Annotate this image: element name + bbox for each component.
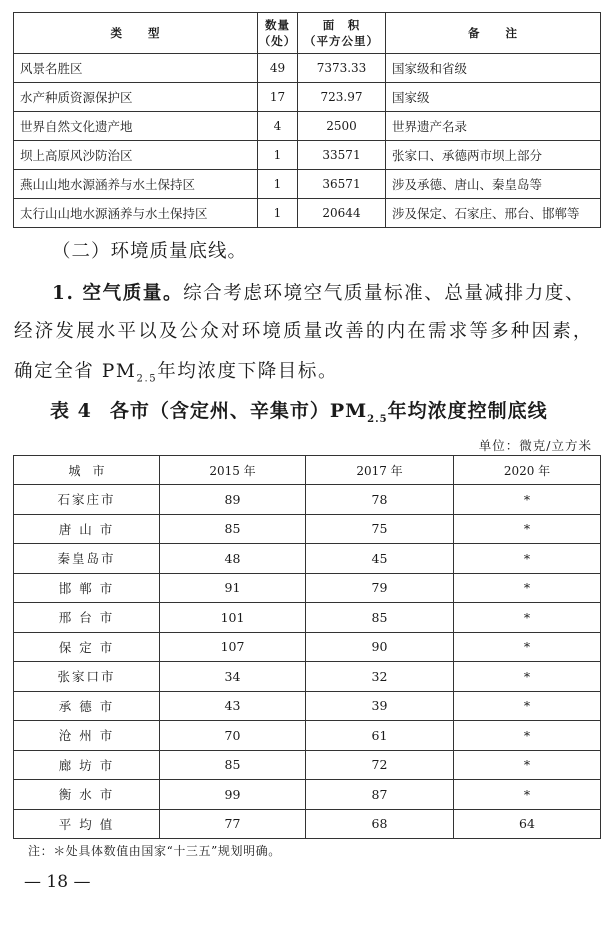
- table-row: [14, 83, 601, 112]
- cell-2017: 68: [306, 809, 454, 839]
- cell-count: 1: [258, 199, 298, 228]
- header-count: 数量 （处）: [258, 13, 298, 54]
- cell-area: 20644: [298, 199, 386, 228]
- paragraph-text: 年均浓度下降目标。: [157, 361, 339, 382]
- table-header-row: [14, 456, 601, 485]
- cell-count: 49: [258, 54, 298, 83]
- cell-2020: *: [454, 485, 601, 515]
- section-heading: （二）环境质量底线。: [52, 241, 248, 262]
- cell-city: 承 德 市: [14, 691, 160, 721]
- table-row: [14, 632, 601, 662]
- cell-2017: 45: [306, 544, 454, 574]
- cell-2020: *: [454, 662, 601, 692]
- cell-2017: 85: [306, 603, 454, 633]
- cell-type: 风景名胜区: [14, 54, 258, 83]
- pm-subscript: 2.5: [367, 413, 388, 425]
- cell-area: 7373.33: [298, 54, 386, 83]
- table-number: 表 4: [50, 400, 92, 422]
- paragraph-lead: 1. 空气质量。: [52, 283, 184, 304]
- cell-city: 沧 州 市: [14, 721, 160, 751]
- table-row: [14, 573, 601, 603]
- page-number: — 18 —: [24, 872, 91, 892]
- cell-area: 33571: [298, 141, 386, 170]
- table-row: [14, 544, 601, 574]
- cell-2015: 34: [160, 662, 306, 692]
- pm-subscript: 2.5: [136, 373, 158, 385]
- table-row: [14, 112, 601, 141]
- cell-2015: 99: [160, 780, 306, 810]
- cell-2020: *: [454, 573, 601, 603]
- cell-note: 涉及保定、石家庄、邢台、邯郸等: [386, 199, 601, 228]
- cell-2020: *: [454, 780, 601, 810]
- cell-count: 4: [258, 112, 298, 141]
- cell-note: 国家级和省级: [386, 54, 601, 83]
- cell-city: 平 均 值: [14, 809, 160, 839]
- cell-2015: 85: [160, 514, 306, 544]
- cell-2017: 87: [306, 780, 454, 810]
- table-body: [14, 485, 601, 839]
- cell-2020: *: [454, 632, 601, 662]
- cell-2020: *: [454, 750, 601, 780]
- cell-2020: *: [454, 514, 601, 544]
- cell-2020: *: [454, 603, 601, 633]
- cell-city: 张家口市: [14, 662, 160, 692]
- cell-2015: 101: [160, 603, 306, 633]
- cell-area: 723.97: [298, 83, 386, 112]
- paragraph-line-2: 经济发展水平以及公众对环境质量改善的内在需求等多种因素，: [14, 321, 594, 342]
- cell-type: 燕山山地水源涵养与水土保持区: [14, 170, 258, 199]
- cell-2020: *: [454, 691, 601, 721]
- table-row: [14, 780, 601, 810]
- cell-type: 水产种质资源保护区: [14, 83, 258, 112]
- table-title-text: 年均浓度控制底线: [387, 400, 548, 422]
- cell-2017: 32: [306, 662, 454, 692]
- cell-2017: 61: [306, 721, 454, 751]
- cell-count: 17: [258, 83, 298, 112]
- cell-2017: 72: [306, 750, 454, 780]
- cell-2017: 75: [306, 514, 454, 544]
- table-row: [14, 514, 601, 544]
- cell-type: 世界自然文化遗产地: [14, 112, 258, 141]
- table-row: [14, 809, 601, 839]
- table-header-row: [14, 13, 601, 54]
- cell-city: 邯 郸 市: [14, 573, 160, 603]
- cell-city: 石家庄市: [14, 485, 160, 515]
- table-row: [14, 750, 601, 780]
- cell-note: 涉及承德、唐山、秦皇岛等: [386, 170, 601, 199]
- table-row: [14, 485, 601, 515]
- cell-city: 廊 坊 市: [14, 750, 160, 780]
- cell-2020: *: [454, 544, 601, 574]
- protected-areas-table: [13, 12, 601, 228]
- table-row: [14, 141, 601, 170]
- cell-2015: 85: [160, 750, 306, 780]
- header-2017: 2017 年: [306, 456, 454, 485]
- pm25-table: [13, 455, 601, 839]
- cell-city: 保 定 市: [14, 632, 160, 662]
- cell-city: 唐 山 市: [14, 514, 160, 544]
- table-row: [14, 691, 601, 721]
- table-row: [14, 54, 601, 83]
- header-city: 城 市: [14, 456, 160, 485]
- cell-city: 秦皇岛市: [14, 544, 160, 574]
- cell-2015: 77: [160, 809, 306, 839]
- table-row: [14, 603, 601, 633]
- header-2020: 2020 年: [454, 456, 601, 485]
- table-title: [50, 396, 548, 425]
- cell-city: 邢 台 市: [14, 603, 160, 633]
- cell-count: 1: [258, 170, 298, 199]
- cell-2017: 78: [306, 485, 454, 515]
- header-2015: 2015 年: [160, 456, 306, 485]
- cell-note: 世界遗产名录: [386, 112, 601, 141]
- cell-note: 张家口、承德两市坝上部分: [386, 141, 601, 170]
- cell-note: 国家级: [386, 83, 601, 112]
- cell-type: 坝上高原风沙防治区: [14, 141, 258, 170]
- table-row: [14, 199, 601, 228]
- cell-2017: 79: [306, 573, 454, 603]
- table-row: [14, 662, 601, 692]
- cell-2020: 64: [454, 809, 601, 839]
- cell-2015: 70: [160, 721, 306, 751]
- paragraph-text: 确定全省 PM: [14, 361, 137, 382]
- cell-2017: 39: [306, 691, 454, 721]
- table-row: [14, 721, 601, 751]
- paragraph-air-quality: [52, 279, 613, 305]
- table-note: 注：＊处具体数值由国家“十三五”规划明确。: [28, 844, 281, 858]
- cell-2015: 91: [160, 573, 306, 603]
- header-type: 类 型: [14, 13, 258, 54]
- cell-area: 36571: [298, 170, 386, 199]
- table-body: [14, 54, 601, 228]
- header-note: 备 注: [386, 13, 601, 54]
- unit-label: 单位：微克/立方米: [478, 438, 592, 453]
- table-row: [14, 170, 601, 199]
- paragraph-text: 综合考虑环境空气质量标准、总量减排力度、: [183, 283, 586, 304]
- cell-2015: 43: [160, 691, 306, 721]
- cell-count: 1: [258, 141, 298, 170]
- cell-2015: 107: [160, 632, 306, 662]
- header-area: 面 积 （平方公里）: [298, 13, 386, 54]
- cell-area: 2500: [298, 112, 386, 141]
- cell-city: 衡 水 市: [14, 780, 160, 810]
- cell-2017: 90: [306, 632, 454, 662]
- cell-type: 太行山山地水源涵养与水土保持区: [14, 199, 258, 228]
- cell-2015: 48: [160, 544, 306, 574]
- table-title-text: 各市（含定州、辛集市）PM: [109, 400, 368, 422]
- cell-2020: *: [454, 721, 601, 751]
- cell-2015: 89: [160, 485, 306, 515]
- paragraph-line-3: [14, 357, 606, 385]
